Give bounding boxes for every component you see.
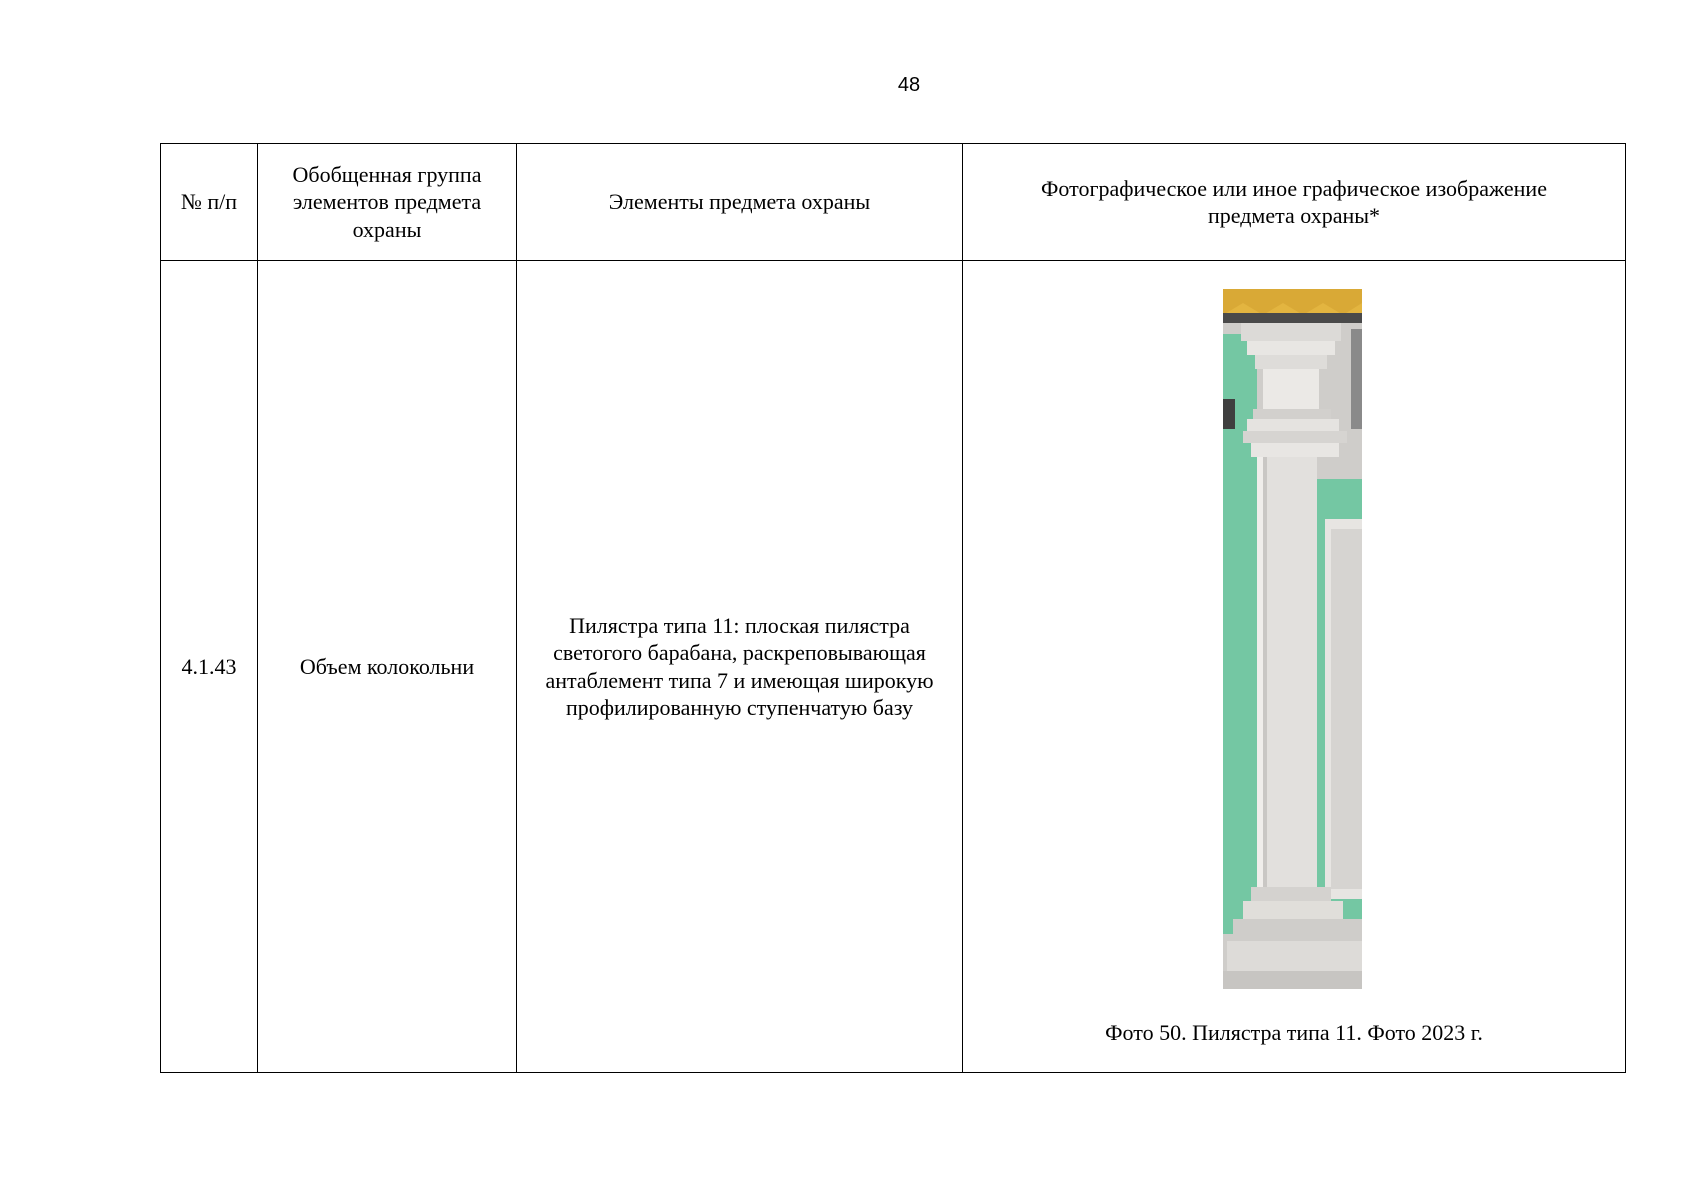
header-group: Обобщенная группа элементов предмета охраны — [258, 144, 517, 261]
table-header-row — [161, 144, 1626, 261]
row-group: Объем колокольни — [258, 261, 517, 1073]
protection-subject-table — [160, 143, 1626, 1073]
row-num: 4.1.43 — [161, 261, 258, 1073]
pilaster-photo — [1223, 289, 1362, 989]
page-number: 48 — [897, 74, 921, 96]
table-row — [161, 261, 1626, 1073]
row-photo-cell — [963, 261, 1626, 1073]
photo-caption: Фото 50. Пилястра типа 11. Фото 2023 г. — [1105, 1019, 1483, 1045]
header-elements: Элементы предмета охраны — [517, 144, 963, 261]
row-elements: Пилястра типа 11: плоская пилястра светогого барабана, раскреповывающая антаблемент типа 7 и имеющая широкую профилированную ступенчатую базу — [517, 261, 963, 1073]
header-num: № п/п — [161, 144, 258, 261]
header-image: Фотографическое или иное графическое изображение предмета охраны* — [963, 144, 1626, 261]
